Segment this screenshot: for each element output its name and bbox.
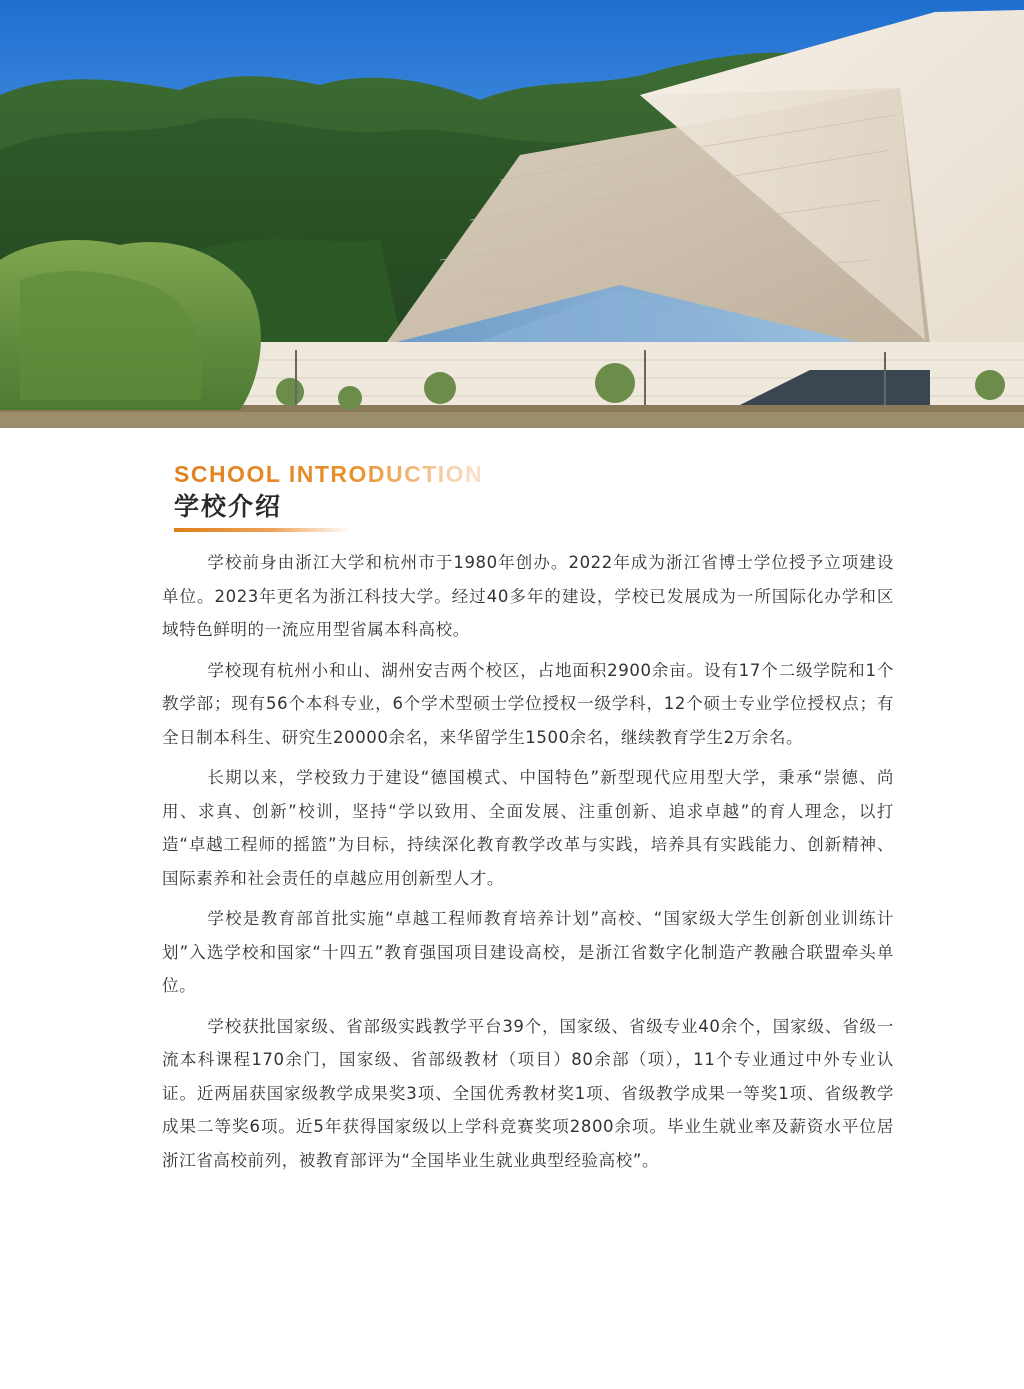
section-heading — [174, 460, 574, 523]
campus-building-illustration — [0, 0, 1024, 428]
heading-english: SCHOOL INTRODUCTION — [174, 460, 574, 488]
heading-underline — [174, 528, 352, 532]
paragraph-programs: 学校是教育部首批实施“卓越工程师教育培养计划”高校、“国家级大学生创新创业训练计划”入选学校和国家“十四五”教育强国项目建设高校，是浙江省数字化制造产教融合联盟牵头单位。 — [162, 909, 894, 995]
heading-chinese: 学校介绍 — [174, 492, 283, 521]
campus-photo — [0, 0, 1024, 428]
introduction-text — [162, 546, 894, 1184]
paragraph-campus: 学校现有杭州小和山、湖州安吉两个校区，占地面积2900余亩。设有17个二级学院和1个教学部；现有56个本科专业，6个学术型硕士学位授权一级学科，12个硕士专业学位授权点；有全日制本科生、研究生20000余名，来华留学生1500余名，继续教育学生2万余名。 — [162, 660, 894, 747]
paragraph-history: 学校前身由浙江大学和杭州市于1980年创办。2022年成为浙江省博士学位授予立项建设单位。2023年更名为浙江科技大学。经过40多年的建设，学校已发展成为一所国际化办学和区域特色鲜明的一流应用型省属本科高校。 — [162, 553, 894, 639]
paragraph-achievements: 学校获批国家级、省部级实践教学平台39个，国家级、省级专业40余个，国家级、省级一流本科课程170余门，国家级、省部级教材（项目）80余部（项），11个专业通过中外专业认证。近两届获国家级教学成果奖3项、全国优秀教材奖1项、省级教学成果一等奖1项、省级教学成果二等奖6项。近5年获得国家级以上学科竞赛奖项2800余项。毕业生就业率及薪资水平位居浙江省高校前列，被教育部评为“全国毕业生就业典型经验高校”。 — [162, 1016, 894, 1170]
paragraph-philosophy: 长期以来，学校致力于建设“德国模式、中国特色”新型现代应用型大学，秉承“崇德、尚用、求真、创新”校训，坚持“学以致用、全面发展、注重创新、追求卓越”的育人理念，以打造“卓越工程师的摇篮”为目标，持续深化教育教学改革与实践，培养具有实践能力、创新精神、国际素养和社会责任的卓越应用创新型人才。 — [162, 768, 894, 888]
